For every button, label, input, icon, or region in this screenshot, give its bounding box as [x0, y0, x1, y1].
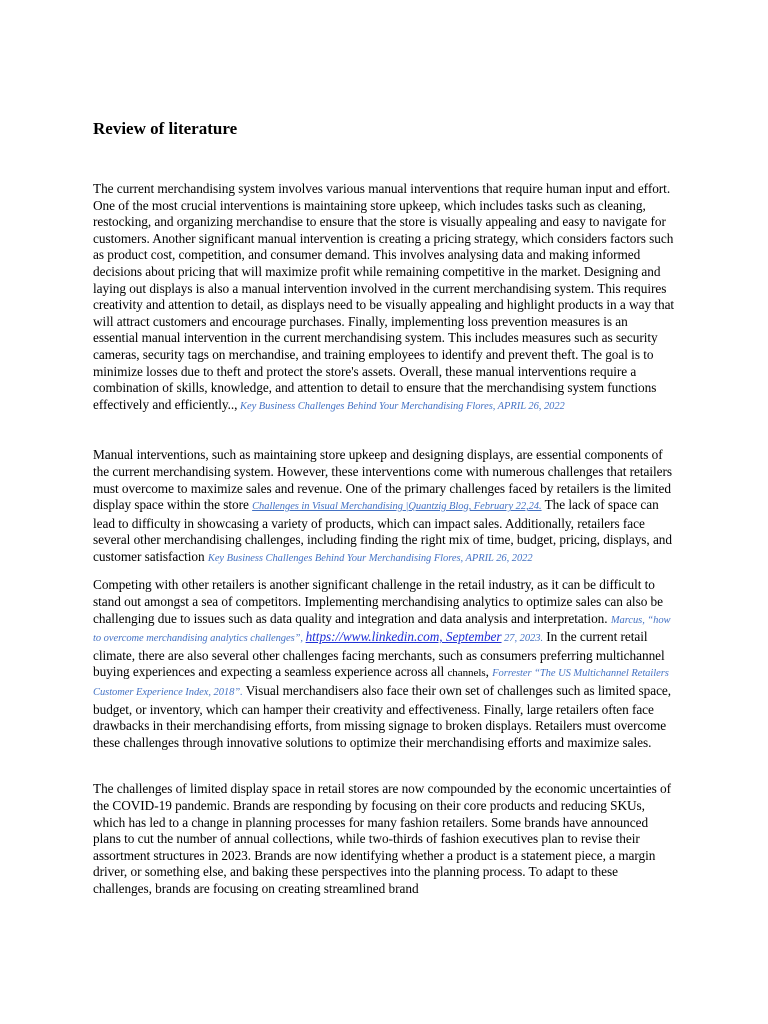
paragraph-1-sep: .,	[230, 396, 238, 412]
document-page	[93, 118, 676, 898]
paragraph-2-text-b: The lack of space can lead to difficulty in showcasing a variety of products, which can impact sales. Additionally, retailers face several other merchandising challenges, including finding the right mix of time, budget, pricing, displays, and customer satisfaction	[93, 497, 673, 564]
paragraph-1	[93, 181, 676, 415]
paragraph-3-text-d: Visual merchandisers also face their own set of challenges such as limited space, budget, or inventory, which can hamper their creativity and effectiveness. Finally, large retailers often face drawbacks in their merchandising efforts, from missing signage to broken displays. Retailers must overcome these challenges through innovative solutions to optimize their merchandising efforts and maximize sales.	[93, 683, 672, 750]
paragraph-3-text-c: ,	[485, 664, 493, 680]
paragraph-3	[93, 577, 676, 751]
citation-key-business-challenges-2: Key Business Challenges Behind Your Merchandising Flores, APRIL 26, 2022	[207, 552, 533, 564]
paragraph-1-text: The current merchandising system involves various manual interventions that require human input and effort. One of the most crucial interventions is maintaining store upkeep, which includes tasks such as cleaning, restocking, and organizing merchandise to ensure that the store is visually appealing and easy to navigate for customers. Another significant manual intervention is creating a pricing strategy, which considers factors such as product cost, competition, and consumer demand. This involves analysing data and making informed decisions about pricing that will maximize profit while remaining competitive in the market. Designing and laying out displays is also a manual intervention involved in the current merchandising system. This requires creativity and attention to detail, as displays need to be visually appealing and highlight products in a way that will attract customers and encourage purchases. Finally, implementing loss prevention measures is an essential manual intervention in the current merchandising system. This includes measures such as security cameras, security tags on merchandise, and training employees to identify and prevent theft. The goal is to minimize losses due to theft and protect the store's assets. Overall, these manual interventions require a combination of skills, knowledge, and attention to detail to ensure that the merchandising system functions effectively and efficiently.	[93, 181, 675, 412]
channels-word: channels	[447, 667, 486, 680]
paragraph-3-text-a: Competing with other retailers is another significant challenge in the retail industry, as it can be difficult to stand out amongst a sea of competitors. Implementing merchandising analytics to optimize sales can also be challenging due to issues such as data quality and integration and data analysis and interpretation.	[93, 577, 664, 626]
citation-key-business-challenges: Key Business Challenges Behind Your Merchandising Flores, APRIL 26, 2022	[237, 400, 565, 412]
citation-forrester: Forrester “The US Multichannel Retailers Customer Experience Index, 2018”.	[93, 668, 669, 699]
paragraph-2	[93, 447, 676, 567]
citation-marcus: Marcus, “how to overcome merchandising analytics challenges”,	[93, 614, 671, 645]
citation-quantzig-link[interactable]: Challenges in Visual Merchandising |Quantzig Blog, February 22,24.	[252, 501, 542, 513]
paragraph-4: The challenges of limited display space in retail stores are now compounded by the economic uncertainties of the COVID-19 pandemic. Brands are responding by focusing on their core products and reducing SKUs, which has led to a change in planning processes for many fashion retailers. Some brands have announced plans to cut the number of annual collections, while two-thirds of fashion executives plan to revise their assortment structures in 2023. Brands are now identifying whether a product is a statement piece, a margin driver, or something else, and baking these perspectives into the planning process. To adapt to these challenges, brands are focusing on creating streamlined brand	[93, 781, 671, 896]
citation-marcus-date: 27, 2023.	[501, 633, 544, 645]
linkedin-link[interactable]: https://www.linkedin.com, September	[305, 629, 502, 645]
paragraph-3-text-b: In the current retail climate, there are also several other challenges facing merchants, such as consumers preferring multichannel buying experiences and expecting a seamless experience across all	[93, 629, 665, 680]
section-heading: Review of literature	[93, 119, 238, 138]
paragraph-2-text-a: Manual interventions, such as maintaining store upkeep and designing displays, are essential components of the current merchandising system. However, these interventions come with numerous challenges that retailers must overcome to maximize sales and revenue. One of the primary challenges faced by retailers is the limited display space within the store	[93, 447, 672, 513]
